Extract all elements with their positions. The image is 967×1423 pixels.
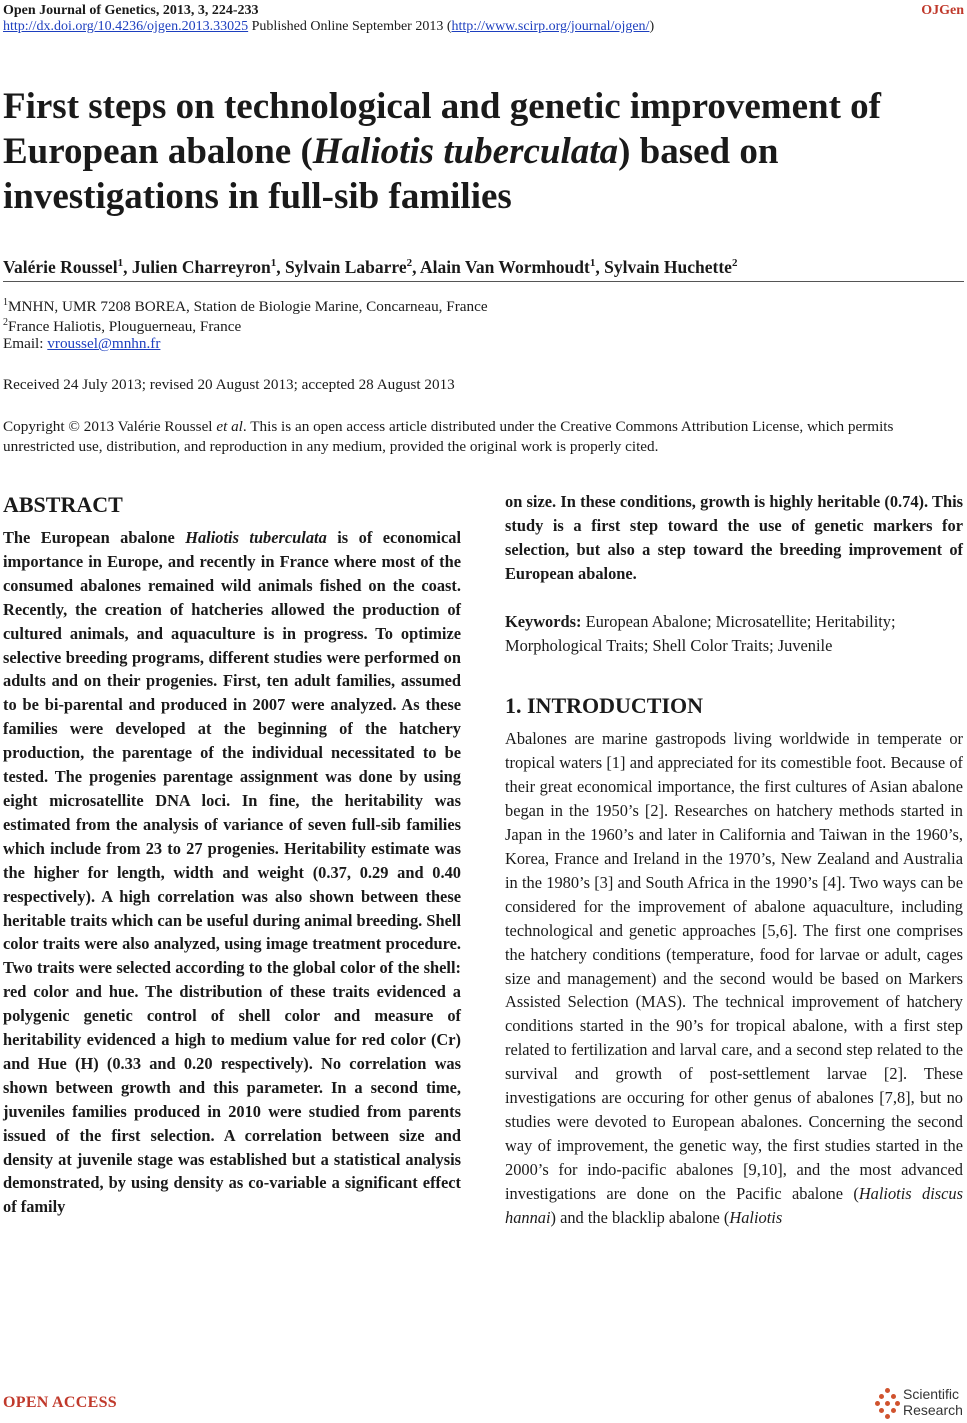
author-separator: , [412,256,420,277]
copyright-part-1: Copyright © 2013 Valérie Roussel [3,418,217,435]
received-dates: Received 24 July 2013; revised 20 August 2013; accepted 28 August 2013 [3,376,455,393]
author-affiliation-sup: 1 [589,257,596,269]
author-name: Julien Charreyron [131,256,271,277]
open-access-label: OPEN ACCESS [3,1394,117,1411]
title-part-1: First steps on technological and genetic improvement of European abalone ( [3,86,881,172]
doi-link[interactable]: http://dx.doi.org/10.4236/ojgen.2013.33025 [3,19,249,34]
journal-short-name: OJGen [921,3,964,18]
journal-link[interactable]: http://www.scirp.org/journal/ojgen/ [451,19,650,34]
abstract-text-right: on size. In these conditions, growth is highly heritable (0.74). This study is a first step toward the use of genetic markers for selection, but also a step toward the breeding improvement of European abalone. [505,492,963,583]
copyright-notice [3,417,965,457]
abstract-text-left [3,526,461,1219]
email-link[interactable]: vroussel@mnhn.fr [47,335,161,352]
author-affiliation-sup: 2 [406,257,413,269]
publisher-logo [875,1386,965,1420]
close-paren: ) [649,19,655,34]
author-affiliation-sup: 1 [270,257,277,269]
copyright-part-2: . This is an open access article distributed under the Creative Commons Attribution License, which permits unrestricted use, distribution, and reproduction in any medium, provided the original work is properly cited. [3,418,894,455]
logo-text [903,1386,963,1418]
abstract-species: Haliotis tuberculata [185,528,327,547]
author-name: Alain Van Wormhoudt [419,256,590,277]
keywords [505,610,963,658]
title-part-2: ) based on investigations in full-sib families [3,131,779,217]
affiliation-2-text: France Haliotis, Plouguerneau, France [8,318,242,336]
left-column [3,490,461,1219]
journal-citation: Open Journal of Genetics, 2013, 3, 224-233 [3,3,259,18]
logo-line-2: Research [903,1402,963,1418]
published-text: Published Online September 2013 ( [248,19,452,34]
introduction-text [505,727,963,1229]
author-name: Sylvain Huchette [604,256,732,277]
intro-species-1: Haliotis discus hannai [505,1183,963,1227]
title-species: Haliotis tuberculata [312,131,619,172]
email-label: Email: [3,335,48,352]
author-separator: , [276,256,285,277]
affiliation-1-sup: 1 [3,297,8,308]
affiliation-2-sup: 2 [3,317,8,328]
running-header [3,2,964,19]
affiliation-1-text: MNHN, UMR 7208 BOREA, Station de Biologie Marine, Concarneau, France [8,298,488,316]
abstract-body: is of economical importance in Europe, and recently in France where most of the consumed abalones remained wild animals fished on the coast. Recently, the creation of hatcheries allowed the production of cultured animals, and aquaculture is in progress. To optimize selective breeding programs, different studies were performed on adults and on their progenies. First, ten adult families, assumed to be bi-parental and produced in 2007 were analyzed. As these families were developed at the beginning of the hatchery production, the parentage of the individual necessitated to be tested. The progenies parentage assignment was done by using eight microsatellite DNA loci. In fine, the heritability was estimated from the analysis of variance of seven full-sib families which include from 23 to 27 progenies. Heritability estimate was the higher for length, width and weight (0.37, 0.29 and 0.40 respectively). A high correlation was also shown between these heritable traits which can be useful during animal breeding. Shell color traits were also analyzed, using image treatment procedure. Two traits were selected according to the global color of the shell: red color and hue. The distribution of these traits evidenced a polygenic genetic control of shell color and measure of heritability evidenced a high to medium value for red color (Cr) and Hue (H) (0.33 and 0.20 respectively). No correlation was shown between growth and this parameter. In a second time, juveniles families produced in 2010 were studied from parents issued of the first selection. A correlation between size and density at juvenile stage was established but a statistical analysis demonstrated, by using density as co-variable a significant effect of family [3,528,462,1217]
right-column [505,490,963,1229]
abstract-heading: ABSTRACT [3,492,123,517]
author-separator: , [123,256,132,277]
header-divider [3,281,964,282]
author-affiliation-sup: 1 [117,257,124,269]
logo-line-1: Scientific [903,1386,960,1402]
author-affiliation-sup: 2 [731,257,738,269]
abstract-lead: The European abalone [3,528,186,547]
author-name: Sylvain Labarre [284,256,407,277]
author-list [3,252,963,278]
keywords-label: Keywords: [505,611,582,631]
intro-species-2: Haliotis [729,1207,783,1227]
intro-body-2: ) and the blacklip abalone ( [550,1207,730,1227]
introduction-heading: 1. INTRODUCTION [505,693,704,719]
author-separator: , [595,256,605,277]
paper-title [3,84,943,219]
email-line [3,334,160,354]
intro-body: Abalones are marine gastropods living worldwide in temperate or tropical waters [1] and appreciated for its comestible foot. Because of their great economical importance, the first cultures of Asian abalone began in the 1950’s [2]. Researches on hatchery methods started in Japan in the 1960’s and later in California and Taiwan in the 1960’s, Korea, France and Ireland in the 1970’s, New Zealand and Australia in the 1980’s [3] and South Africa in the 1990’s [4]. Two ways can be considered for the improvement of abalone aquaculture, including technological and genetic approaches [5,6]. The first one comprises the hatchery conditions (temperature, food for larvae or adult, cages size and management) and the second would be based on Markers Assisted Selection (MAS). The technical improvement of hatchery conditions started in the 90’s for tropical abalone, with a first step related to fertilization and larval care, and a second step related to the survival and growth of post-settlement larvae [2]. These investigations are occuring for other genus of abalones [7,8], but no studies were devoted to European abalones. Concerning the second way of improvement, the genetic way, the first studies started in the 2000’s for indo-pacific abalones [9,10], and the most advanced investigations are done on the Pacific abalone ( [505,729,963,1203]
doi-line [3,18,964,35]
keywords-text: European Abalone; Microsatellite; Heritability; Morphological Traits; Shell Color Traits; Juvenile [505,611,896,655]
copyright-et-al: et al [216,418,243,435]
scientific-research-dots-icon [875,1388,901,1418]
author-name: Valérie Roussel [3,256,118,277]
